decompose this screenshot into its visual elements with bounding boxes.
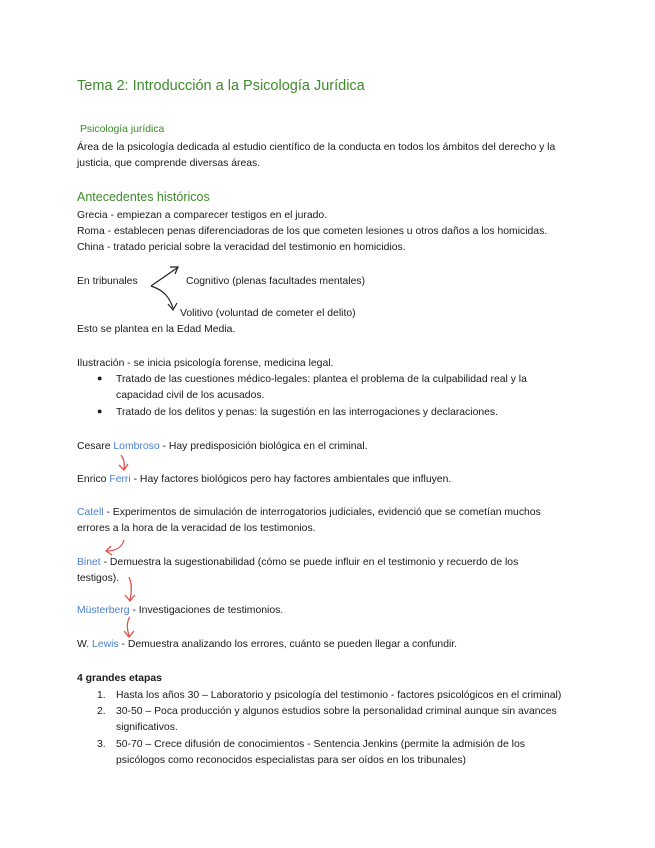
tribunales-edad-media: Esto se plantea en la Edad Media. [77, 324, 236, 335]
annotation-arrow-icon [122, 576, 138, 604]
annotation-arrow-icon [116, 454, 132, 474]
figure-name-lombroso: Lombroso [113, 441, 160, 452]
antecedente-grecia: Grecia - empiezan a comparecer testigos en el jurado. [77, 210, 328, 221]
figure-name-musterberg: Müsterberg [77, 605, 130, 616]
tribunales-label: En tribunales [77, 276, 138, 287]
bullet-icon: ● [97, 406, 103, 416]
figure-text: - Investigaciones de testimonios. [129, 605, 284, 616]
figure-text: - Experimentos de simulación de interrogatorios judiciales, evidenció que se cometían muchos [103, 507, 541, 518]
ilustracion-bullet-1-line-2: capacidad civil de los acusados. [116, 390, 265, 401]
antecedente-roma: Roma - establecen penas diferenciadoras de los que cometen lesiones u otros daños a los homicidas. [77, 226, 548, 237]
figure-text: - Hay factores biológicos pero hay factores ambientales que influyen. [130, 474, 452, 485]
definition-line-2: justicia, que comprende diversas áreas. [77, 158, 261, 169]
etapa-2-number: 2. [97, 706, 106, 717]
antecedentes-heading: Antecedentes históricos [77, 190, 210, 204]
figure-text: - Demuestra la sugestionabilidad (cómo se puede influir en el testimonio y recuerdo de los [100, 557, 519, 568]
figure-prefix: W. [77, 639, 93, 650]
bullet-icon: ● [97, 373, 103, 383]
definition-heading: Psicología jurídica [80, 124, 165, 135]
figure-text: - Hay predisposición biológica en el criminal. [159, 441, 368, 452]
ilustracion-bullet-1-line-1: Tratado de las cuestiones médico-legales: plantea el problema de la culpabilidad real y la [116, 374, 527, 385]
etapa-1-line-1: Hasta los años 30 – Laboratorio y psicología del testimonio - factores psicológicos en el criminal) [116, 690, 562, 701]
tribunales-volitivo: Volitivo (voluntad de cometer el delito) [180, 308, 356, 319]
etapa-3-number: 3. [97, 739, 106, 750]
figure-lewis [77, 637, 457, 653]
figure-binet-line-2: testigos). [77, 573, 120, 584]
figure-prefix: Cesare [77, 441, 114, 452]
etapa-1-number: 1. [97, 690, 106, 701]
figure-lombroso [77, 439, 368, 455]
figure-name-lewis: Lewis [92, 639, 119, 650]
figure-catell-line-2: errores a la hora de la veracidad de los testimonios. [77, 523, 316, 534]
figure-musterberg [77, 603, 283, 619]
branch-arrows-icon [145, 264, 190, 314]
figure-catell [77, 505, 541, 521]
figure-binet [77, 555, 518, 571]
etapa-3-line-1: 50-70 – Crece difusión de conocimientos - Sentencia Jenkins (permite la admisión de los [116, 739, 525, 750]
tribunales-cognitivo: Cognitivo (plenas facultades mentales) [186, 276, 366, 287]
ilustracion-bullet-2: Tratado de los delitos y penas: la sugestión en las interrogaciones y declaraciones. [116, 407, 498, 418]
figure-name-ferri: Ferri [109, 474, 131, 485]
antecedente-china: China - tratado pericial sobre la veracidad del testimonio en homicidios. [77, 242, 406, 253]
page-title: Tema 2: Introducción a la Psicología Jurídica [77, 78, 365, 94]
figure-name-catell: Catell [77, 507, 104, 518]
figure-text: - Demuestra analizando los errores, cuánto se pueden llegar a confundir. [118, 639, 458, 650]
etapa-3-line-2: psicólogos como reconocidos especialistas para ser oídos en los tribunales) [116, 755, 467, 766]
figure-name-binet: Binet [77, 557, 101, 568]
figure-ferri [77, 472, 451, 488]
etapa-2-line-2: significativos. [116, 722, 178, 733]
etapa-2-line-1: 30-50 – Poca producción y algunos estudios sobre la personalidad criminal aunque sin avances [116, 706, 557, 717]
figure-prefix: Enrico [77, 474, 110, 485]
definition-line-1: Área de la psicología dedicada al estudio científico de la conducta en todos los ámbitos del derecho y la [77, 142, 556, 153]
ilustracion-intro: Ilustración - se inicia psicología forense, medicina legal. [77, 358, 334, 369]
etapas-heading: 4 grandes etapas [77, 673, 162, 684]
